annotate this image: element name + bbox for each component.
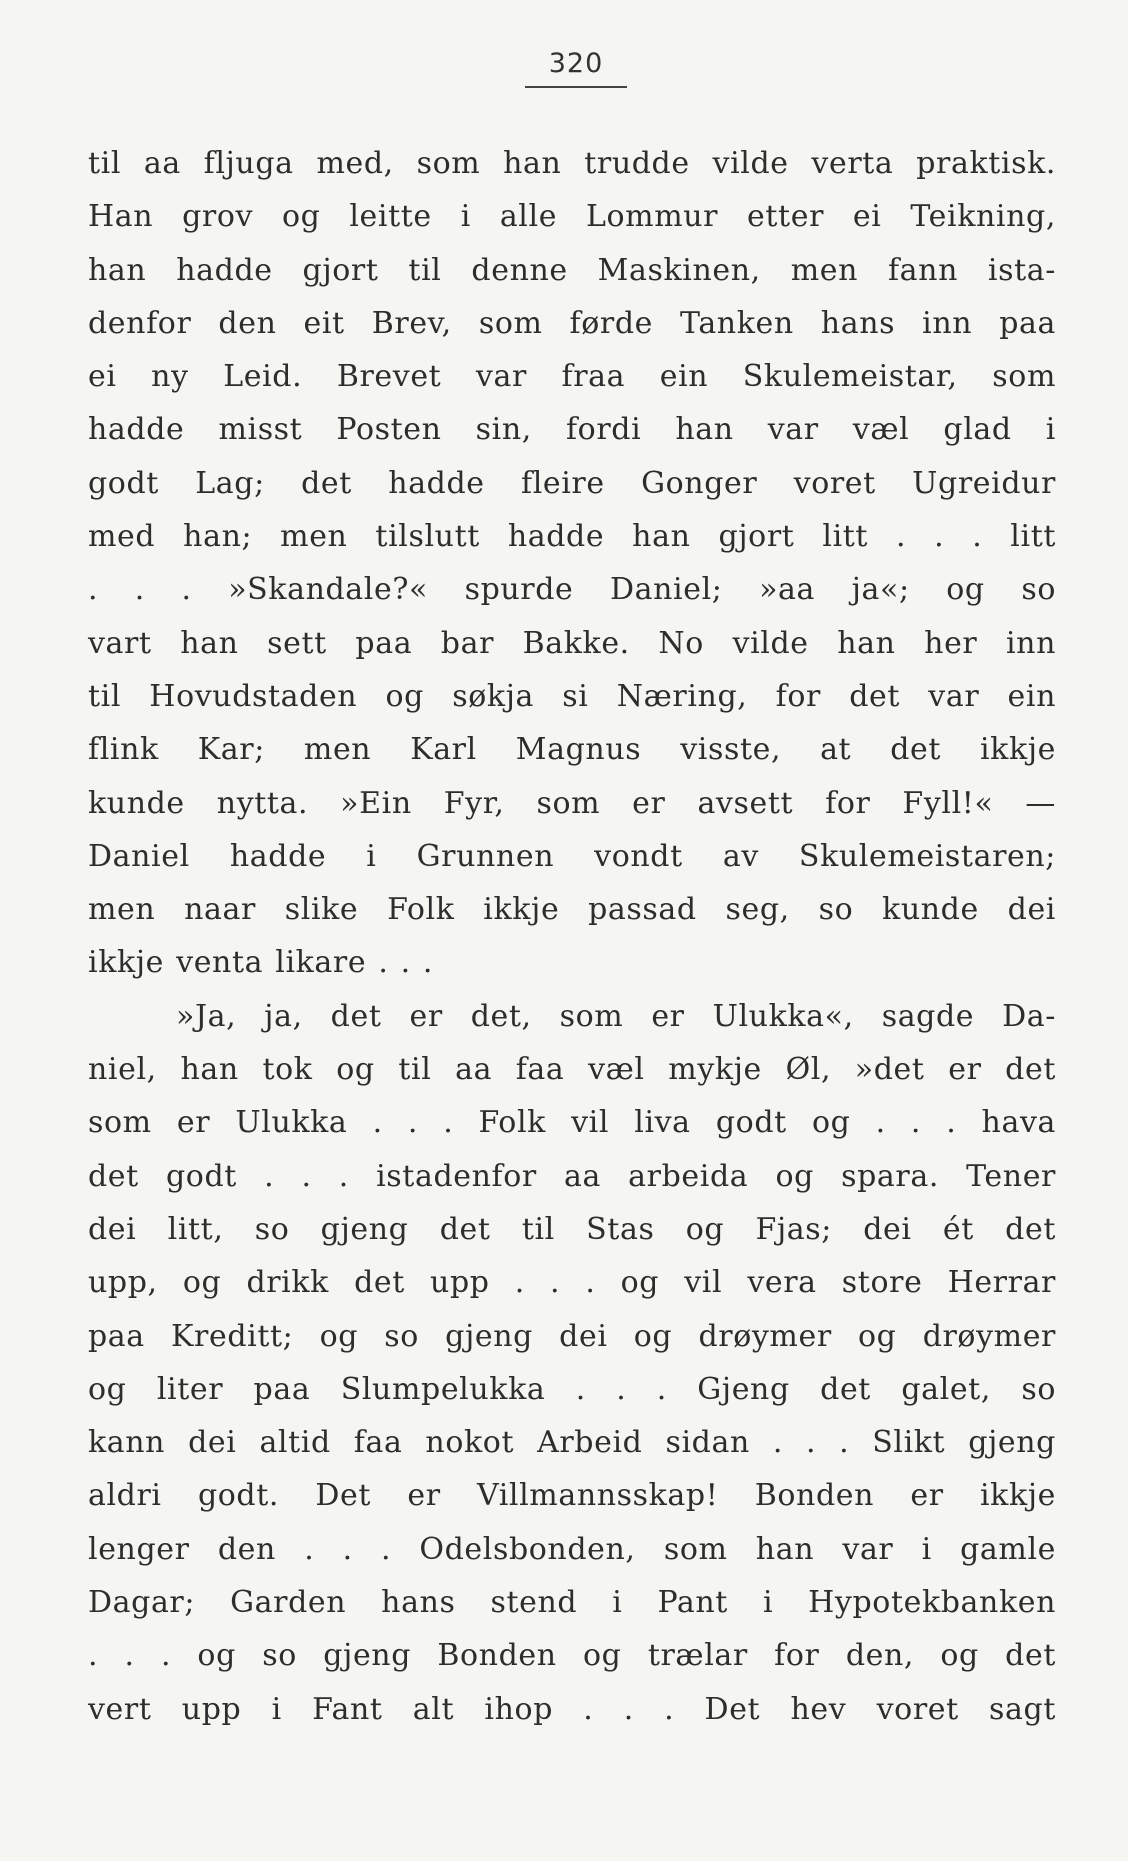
text-line: godt Lag; det hadde fleire Gonger voret Ugreidur xyxy=(88,465,1056,501)
text-line: han hadde gjort til denne Maskinen, men fann ista- xyxy=(88,252,1056,288)
paragraph-start-line: »Ja, ja, det er det, som er Ulukka«, sagde Da- xyxy=(176,998,1056,1034)
text-line: men naar slike Folk ikkje passad seg, so kunde dei xyxy=(88,892,1056,928)
text-line: det godt . . . istadenfor aa arbeida og spara. Tener xyxy=(88,1158,1056,1194)
text-line: til aa fljuga med, som han trudde vilde verta praktisk. xyxy=(88,146,1056,181)
text-line: denfor den eit Brev, som førde Tanken hans inn paa xyxy=(88,305,1056,341)
text-line: Han grov og leitte i alle Lommur etter ei Teikning, xyxy=(88,199,1056,235)
text-line: som er Ulukka . . . Folk vil liva godt og . . . hava xyxy=(88,1105,1056,1141)
text-line: lenger den . . . Odelsbonden, som han var i gamle xyxy=(88,1531,1056,1567)
text-line: kann dei altid faa nokot Arbeid sidan . . . Slikt gjeng xyxy=(88,1425,1056,1461)
text-line: . . . »Skandale?« spurde Daniel; »aa ja«; og so xyxy=(88,572,1056,608)
text-line: dei litt, so gjeng det til Stas og Fjas; dei ét det xyxy=(88,1211,1056,1247)
text-line: med han; men tilslutt hadde han gjort litt . . . litt xyxy=(88,519,1056,555)
text-line: vart han sett paa bar Bakke. No vilde han her inn xyxy=(88,625,1056,661)
text-line: hadde misst Posten sin, fordi han var væl glad i xyxy=(88,412,1056,448)
text-line: paa Kreditt; og so gjeng dei og drøymer og drøymer xyxy=(88,1318,1056,1354)
text-line: aldri godt. Det er Villmannsskap! Bonden er ikkje xyxy=(88,1478,1056,1514)
text-line: flink Kar; men Karl Magnus visste, at det ikkje xyxy=(88,732,1056,768)
text-line: upp, og drikk det upp . . . og vil vera store Herrar xyxy=(88,1265,1056,1301)
text-line: kunde nytta. »Ein Fyr, som er avsett for Fyll!« — xyxy=(88,785,1056,821)
text-line: vert upp i Fant alt ihop . . . Det hev voret sagt xyxy=(88,1691,1056,1727)
text-line: og liter paa Slumpelukka . . . Gjeng det galet, so xyxy=(88,1371,1056,1407)
text-line: til Hovudstaden og søkja si Næring, for det var ein xyxy=(88,678,1056,714)
text-line: ei ny Leid. Brevet var fraa ein Skulemeistar, som xyxy=(88,359,1056,395)
text-line: Dagar; Garden hans stend i Pant i Hypotekbanken xyxy=(88,1585,1056,1621)
text-line: niel, han tok og til aa faa væl mykje Øl, »det er det xyxy=(88,1052,1056,1088)
page-header xyxy=(525,48,627,88)
page-number: 320 xyxy=(548,48,604,79)
header-rule xyxy=(525,86,627,88)
text-line: Daniel hadde i Grunnen vondt av Skulemeistaren; xyxy=(88,838,1056,874)
body-text xyxy=(88,137,1056,1736)
text-line: . . . og so gjeng Bonden og trælar for den, og det xyxy=(88,1638,1056,1674)
paragraph-end-line: ikkje venta likare . . . xyxy=(88,945,434,981)
